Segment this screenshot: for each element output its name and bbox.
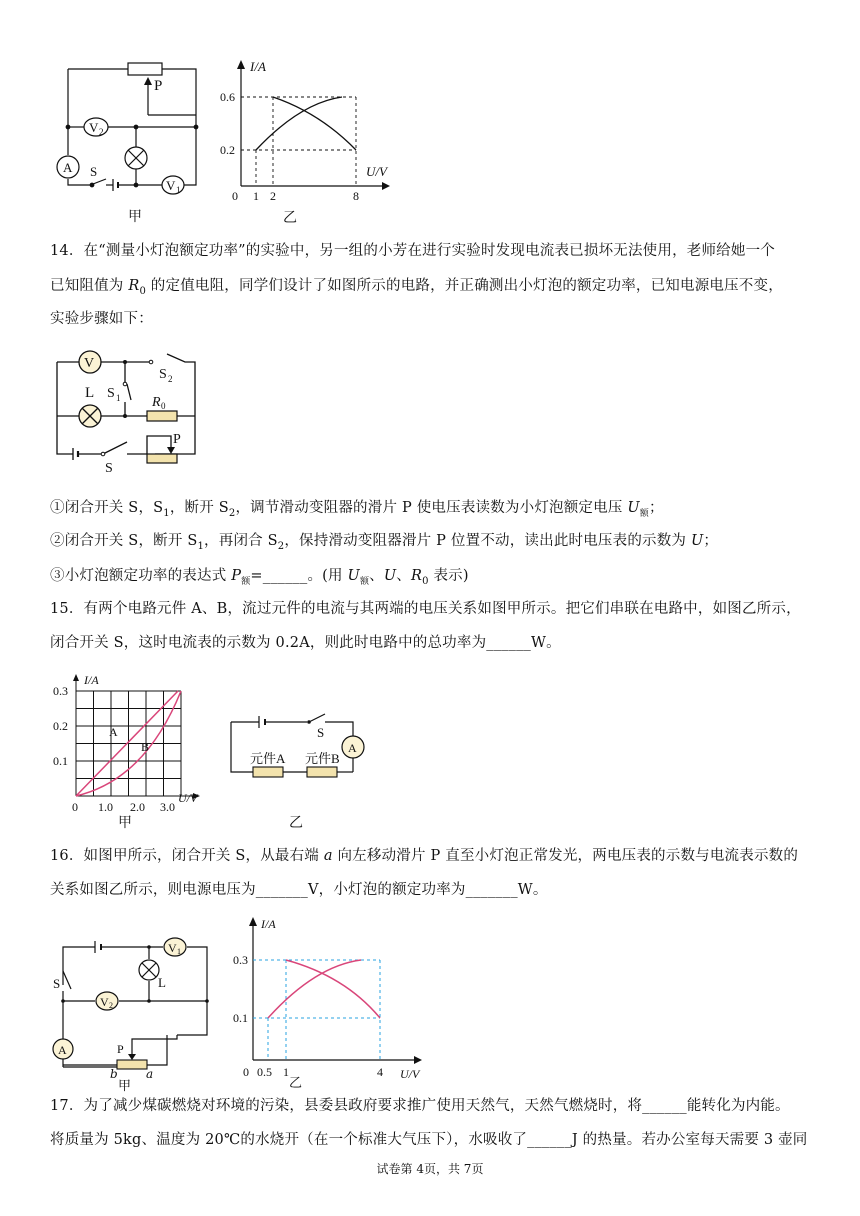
curve-b-label: B bbox=[141, 740, 150, 754]
q14-line2: 已知阻值为 $R_0$ 的定值电阻，同学们设计了如图所示的电路，并正确测出小灯泡的额定功率，已知电源电压不变， bbox=[50, 278, 783, 297]
slider-p-label: P bbox=[117, 1042, 124, 1056]
x-tick: 8 bbox=[353, 189, 359, 203]
y-tick: 0.1 bbox=[53, 754, 68, 768]
q15-line1: 15．有两个电路元件 A、B，流过元件的电流与其两端的电压关系如图甲所示。把它们串联在电路中，如图乙所示， bbox=[50, 601, 801, 617]
element-b-label: 元件B bbox=[305, 751, 340, 766]
x-axis-label: U/V bbox=[178, 791, 198, 805]
switch-s-label: S bbox=[90, 164, 98, 179]
switch-s1-label: S bbox=[107, 386, 115, 401]
x-tick: 2 bbox=[270, 189, 276, 203]
q15-line2: 闭合开关 S，这时电流表的示数为 0.2A，则此时电路中的总功率为______W。 bbox=[50, 635, 561, 651]
q16-line2: 关系如图乙所示，则电源电压为_______V，小灯泡的额定功率为_______W。 bbox=[50, 882, 548, 898]
curve-a-label: A bbox=[109, 725, 118, 739]
q16-line1: 16．如图甲所示，闭合开关 S，从最右端 a 向左移动滑片 P 直至小灯泡正常发光，两电压表的示数与电流表示数的 bbox=[50, 848, 799, 864]
ammeter-label: A bbox=[63, 160, 73, 175]
end-b-label: b bbox=[110, 1067, 118, 1081]
y-axis-label: I/A bbox=[261, 917, 276, 931]
x-tick: 1 bbox=[253, 189, 259, 203]
ammeter-label: A bbox=[58, 1043, 67, 1057]
x-tick: 0 bbox=[72, 800, 78, 814]
element-a-label: 元件A bbox=[250, 751, 286, 766]
svg-text:1: 1 bbox=[177, 947, 181, 956]
svg-text:2: 2 bbox=[168, 374, 173, 384]
q14-step2: ②闭合开关 S，断开 $S_1$，再闭合 $S_2$，保持滑动变阻器滑片 P 位置不动，读出此时电压表的示数为 U； bbox=[50, 533, 719, 552]
slider-p-label: P bbox=[154, 78, 163, 94]
y-tick: 0.6 bbox=[220, 90, 235, 104]
v1-label: V bbox=[166, 178, 176, 193]
q16-circuit-jia bbox=[45, 935, 220, 1067]
x-axis-label: U/V bbox=[400, 1067, 420, 1081]
y-axis-label: I/A bbox=[84, 673, 99, 687]
q14-line1: 14．在“测量小灯泡额定功率”的实验中，另一组的小芳在进行实验时发现电流表已损坏无法使用，老师给她一个 bbox=[50, 243, 775, 259]
y-tick: 0.3 bbox=[233, 953, 248, 967]
switch-s2-label: S bbox=[159, 367, 167, 382]
end-a-label: a bbox=[146, 1067, 154, 1081]
q14-circuit bbox=[55, 344, 215, 479]
voltmeter-label: V bbox=[84, 356, 95, 371]
v1-label: V bbox=[168, 941, 177, 955]
q14-step1: ①闭合开关 S，$S_1$，断开 $S_2$，调节滑动变阻器的滑片 P 使电压表读数为小灯泡额定电压 $U_额$； bbox=[50, 500, 664, 519]
ammeter-label: A bbox=[348, 741, 357, 755]
x-tick: 0.5 bbox=[257, 1065, 272, 1079]
figure-jia-label: 甲 bbox=[128, 210, 142, 225]
figure-yi-label: 乙 bbox=[289, 1075, 303, 1090]
switch-s-label: S bbox=[317, 725, 325, 740]
x-tick: 0 bbox=[243, 1065, 249, 1079]
x-tick: 1 bbox=[283, 1065, 289, 1079]
y-tick: 0.2 bbox=[53, 719, 68, 733]
svg-text:1: 1 bbox=[176, 185, 181, 195]
q17-line2: 将质量为 5kg、温度为 20℃的水烧开（在一个标准大气压下），水吸收了______J 的热量。若办公室每天需要 3 壶同 bbox=[50, 1132, 808, 1148]
figure-jia-label: 甲 bbox=[118, 816, 132, 831]
page-footer: 试卷第 4页，共 7页 bbox=[376, 1162, 484, 1176]
lamp-l-label: L bbox=[158, 975, 166, 990]
x-tick: 4 bbox=[377, 1065, 383, 1079]
resistor-r0-label: R bbox=[152, 395, 161, 410]
q15-circuit-yi bbox=[225, 700, 375, 830]
figure-jia-label: 甲 bbox=[118, 1079, 132, 1094]
x-tick: 1.0 bbox=[98, 800, 113, 814]
top-graph-yi bbox=[220, 55, 400, 225]
x-tick: 2.0 bbox=[130, 800, 145, 814]
switch-s-label: S bbox=[53, 976, 61, 991]
x-axis-label: U/V bbox=[366, 164, 387, 179]
svg-text:1: 1 bbox=[116, 393, 121, 403]
svg-text:0: 0 bbox=[161, 401, 166, 411]
slider-p-label: P bbox=[173, 432, 181, 447]
y-tick: 0.2 bbox=[220, 143, 235, 157]
y-axis-label: I/A bbox=[250, 59, 266, 74]
switch-s-label: S bbox=[105, 461, 113, 476]
svg-text:2: 2 bbox=[99, 127, 104, 137]
y-tick: 0.3 bbox=[53, 684, 68, 698]
q15-graph-jia bbox=[50, 670, 220, 830]
q14-step3: ③小灯泡额定功率的表达式 $P_额=\_\_\_\_\_\_$。(用 $U_额$、U、$R_0$ 表示) bbox=[50, 568, 469, 587]
q17-line1: 17．为了减少煤碳燃烧对环境的污染，县委县政府要求推广使用天然气，天然气燃烧时，将______能转化为内能。 bbox=[50, 1098, 790, 1114]
v2-label: V bbox=[89, 120, 99, 135]
q14-line3: 实验步骤如下： bbox=[50, 311, 153, 327]
lamp-l-label: L bbox=[85, 385, 95, 401]
svg-text:2: 2 bbox=[109, 1001, 113, 1010]
y-tick: 0.1 bbox=[233, 1011, 248, 1025]
figure-yi-label: 乙 bbox=[283, 211, 297, 226]
q16-graph-yi bbox=[235, 912, 435, 1090]
x-tick: 3.0 bbox=[160, 800, 175, 814]
x-tick: 0 bbox=[232, 189, 238, 203]
v2-label: V bbox=[100, 995, 109, 1009]
figure-yi-label: 乙 bbox=[289, 816, 303, 831]
